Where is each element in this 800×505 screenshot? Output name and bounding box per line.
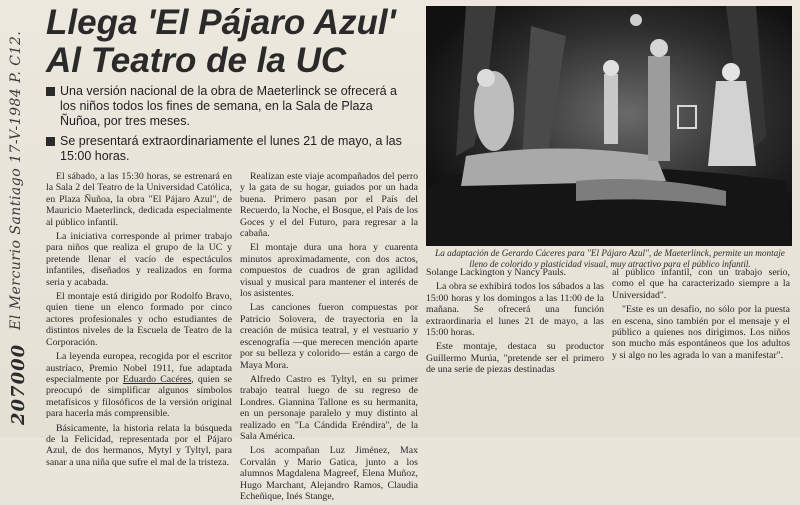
- paragraph: Las canciones fueron compuestas por Patricio Solovera, de trayectoria en la creación de música teatral, y el vestuario y escenografía —que merecen mención aparte por su belleza y colorido— están a cargo de Maya Mora.: [240, 302, 418, 371]
- handwritten-source-note: El Mercurio Santiago 17-V-1984 P. C12.: [8, 30, 24, 330]
- headline: [46, 4, 416, 80]
- stage-photo-image: [426, 6, 792, 246]
- paragraph: Realizan este viaje acompañados del perro y la gata de su hogar, guiados por un hada buena. Primero pasan por el País del Recuerdo, la Noche, el Bosque, el País de los Goces y el del Futuro, para regresar a la cabaña.: [240, 171, 418, 240]
- paragraph: La obra se exhibirá todos los sábados a las 15:00 horas y los domingos a las 11:00 de la mañana. Se ofrecerá una función extraordinaria el lunes 21 de mayo, a las 15:00 horas.: [426, 281, 604, 339]
- article-column-2: [240, 171, 418, 505]
- paragraph: Este montaje, destaca su productor Guillermo Murúa, "pretende ser el primero de una serie de piezas destinadas: [426, 341, 604, 376]
- archive-stamp-number: 207000: [8, 343, 29, 425]
- headline-line-2: Al Teatro de la UC: [46, 41, 347, 80]
- actor-child: [604, 74, 618, 144]
- paragraph-text: La leyenda europea, recogida por el escritor austríaco, Premio Nobel 1911, fue adaptada especialmente por: [46, 351, 232, 385]
- paragraph: El sábado, a las 15:30 horas, se estrenará en la Sala 2 del Teatro de la Universidad Católica, en Plaza Ñuñoa, la obra "El Pájaro Azul", de Mauricio Maeterlinck, dedicada especialmente al público infantil.: [46, 171, 232, 228]
- paragraph: La iniciativa corresponde al primer trabajo para niños que realiza el grupo de la UC y pretende llenar el vacío de espectáculos infantiles, diseñados y realizados en forma seria y acabada.: [46, 231, 232, 288]
- headline-line-1: Llega 'El Pájaro Azul': [46, 3, 396, 42]
- paragraph: [46, 351, 232, 419]
- article-column-3: [426, 267, 604, 379]
- summary-bullet-1: Una versión nacional de la obra de Maeterlinck se ofrecerá a los niños todos los fines de semana, en la Sala de Plaza Ñuñoa, por tres meses.: [46, 84, 416, 129]
- photo-caption: La adaptación de Gerardo Cáceres para "El Pájaro Azul", de Maeterlinck, permite un montaje lleno de colorido y plasticidad visual, muy atractivo para el público infantil.: [435, 248, 785, 269]
- actor-head: [477, 69, 495, 87]
- underlined-name: Eduardo Cacéres: [122, 373, 192, 385]
- paragraph: "Este es un desafío, no sólo por la puesta en escena, sino también por el mensaje y el público a quienes nos dirigimos. Los niños son mucho más espontáneos que los adultos y si algo no les agrada lo van a manifestar".: [612, 304, 790, 361]
- stage-photo: [426, 6, 792, 246]
- paragraph: El montaje dura una hora y cuarenta minutos aproximadamente, con dos actos, compuestos de cuadros de gran agilidad visual y musical para mantener el interés de los asistentes.: [240, 242, 418, 300]
- paragraph-text: , quien se preocupó de simplificar algunos símbolos metafísicos y filosóficos de la versión original para hacerla más comprensible.: [46, 373, 232, 420]
- paragraph: El montaje está dirigido por Rodolfo Bravo, quien tiene un elenco formado por cinco actores profesionales y ocho estudiantes de distintos niveles de la Escuela de Teatro de la Corporación.: [46, 291, 232, 348]
- article-column-1: [46, 171, 232, 471]
- actor-head: [603, 60, 619, 76]
- moon-prop: [630, 14, 642, 26]
- paragraph: Básicamente, la historia relata la búsqueda de la Felicidad, representada por el Pájaro Azul, de dos hermanos, Mytyl y Tyltyl, para sanar a una niña que sufre el mal de la tristeza.: [46, 422, 232, 468]
- actor-head: [722, 63, 740, 81]
- paragraph: Solange Lackington y Nancy Pauls.: [426, 267, 567, 278]
- summary-bullets: [46, 84, 416, 169]
- article-column-4: [612, 267, 790, 364]
- actor-standing: [648, 56, 670, 161]
- summary-bullet-2: Se presentará extraordinariamente el lunes 21 de mayo, a las 15:00 horas.: [46, 134, 416, 164]
- paragraph: Alfredo Castro es Tyltyl, en su primer trabajo teatral luego de su regreso de Londres. Giannina Tallone es su hermanita, en un personaje paralelo y muy distinto al realizado en "La Cándida Eréndira", de la Sala América.: [240, 373, 418, 442]
- paragraph: Los acompañan Luz Jiménez, Max Corvalán y Mario Gatica, junto a los alumnos Magdalena Magreef, Elena Muñoz, Hugo Marchant, Alejandro Ramos, Claudia Echeñique, Inés Stange,: [240, 445, 418, 502]
- paragraph: al público infantil, con un trabajo serio, como el que ha caracterizado siempre a la Universidad".: [612, 267, 790, 301]
- actor-head: [650, 39, 668, 57]
